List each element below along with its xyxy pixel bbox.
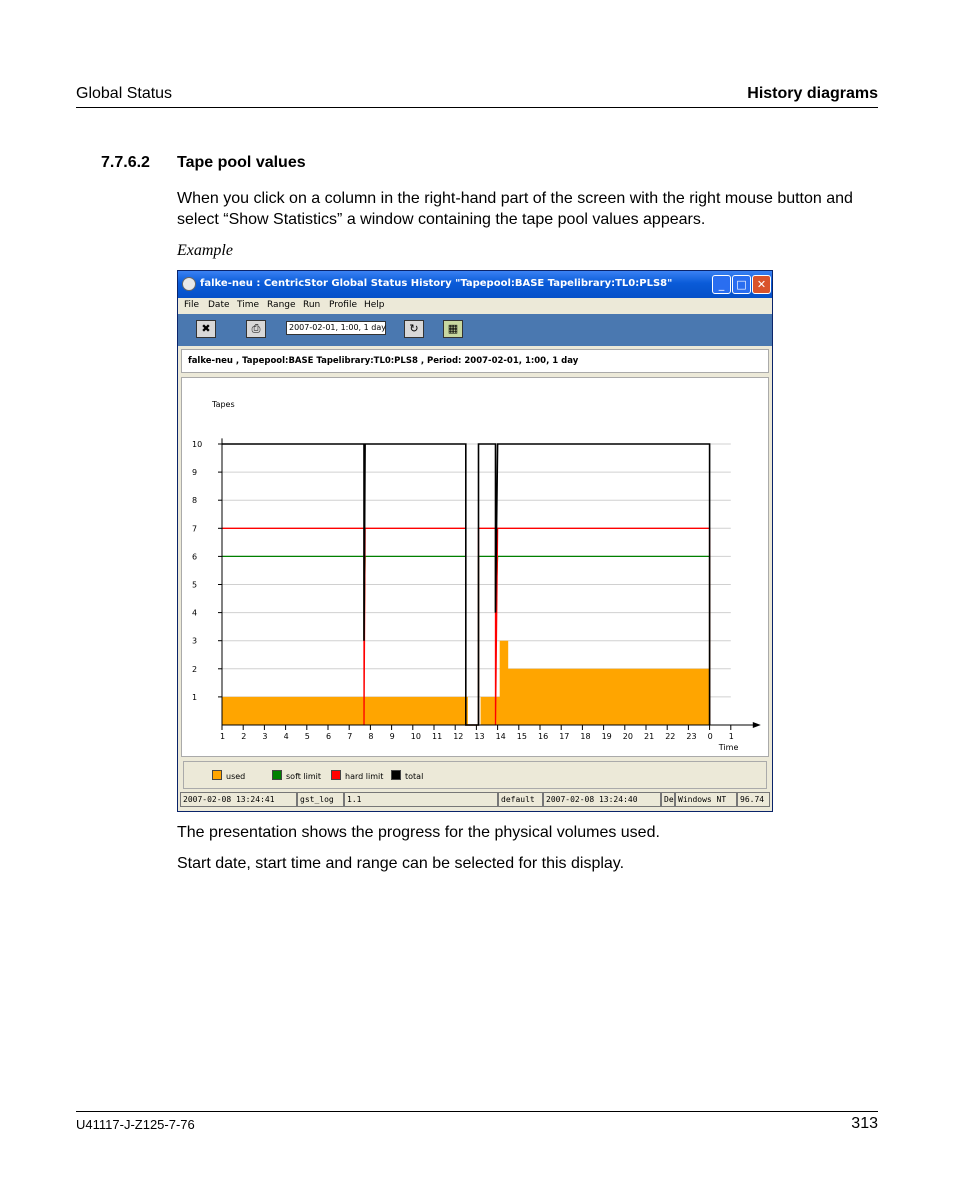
range-input[interactable]: 2007-02-01, 1:00, 1 day (286, 321, 386, 335)
status-time: 2007-02-08 13:24:41 (180, 792, 297, 807)
section-title: Tape pool values (177, 154, 306, 171)
y-tick-label: 9 (192, 468, 198, 478)
legend-swatch-soft-limit (272, 770, 282, 780)
status-lang: De (661, 792, 675, 807)
legend-label-total: total (405, 772, 424, 781)
y-tick-label: 4 (192, 608, 198, 618)
x-tick-label: 5 (304, 732, 310, 741)
x-tick-label: 1 (220, 732, 226, 741)
x-tick-label: 6 (326, 732, 332, 741)
chart-area[interactable] (181, 377, 769, 757)
legend-swatch-used (212, 770, 222, 780)
x-tick-label: 1 (728, 732, 734, 741)
header-section: History diagrams (747, 85, 878, 102)
y-tick-label: 1 (192, 692, 198, 702)
section-number: 7.7.6.2 (101, 154, 150, 171)
status-version: 1.1 (344, 792, 498, 807)
x-tick-label: 4 (283, 732, 289, 741)
intro-paragraph: When you click on a column in the right-hand part of the screen with the right mouse button and select “Show Statistics” a window containing the tape pool values appears. (177, 190, 853, 228)
x-tick-label: 9 (389, 732, 395, 741)
history-window (177, 270, 773, 812)
x-tick-label: 12 (453, 732, 464, 741)
close-button[interactable]: ✕ (752, 275, 771, 294)
statusbar (180, 792, 770, 810)
statistics-icon[interactable]: ▦ (443, 320, 463, 338)
menu-range[interactable]: Range (267, 300, 296, 310)
x-tick-label: 19 (601, 732, 612, 741)
header-rule (76, 107, 878, 108)
menu-date[interactable]: Date (208, 300, 230, 310)
status-profile: default (498, 792, 543, 807)
y-tick-label: 7 (192, 524, 198, 534)
x-tick-label: 3 (262, 732, 268, 741)
page-number: 313 (851, 1115, 878, 1132)
legend (183, 761, 767, 789)
menu-run[interactable]: Run (303, 300, 321, 310)
menubar (178, 298, 772, 314)
y-tick-label: 5 (192, 580, 198, 590)
menu-profile[interactable]: Profile (329, 300, 357, 310)
menu-help[interactable]: Help (364, 300, 385, 310)
app-icon[interactable] (182, 277, 196, 291)
x-tick-label: 13 (474, 732, 485, 741)
menu-time[interactable]: Time (237, 300, 260, 310)
legend-label-hard-limit: hard limit (345, 772, 384, 781)
menu-file[interactable]: File (184, 300, 200, 310)
body-paragraph-1: The presentation shows the progress for the physical volumes used. (177, 824, 660, 841)
refresh-icon[interactable]: ↻ (404, 320, 424, 338)
legend-total (391, 770, 423, 781)
status-time-2: 2007-02-08 13:24:40 (543, 792, 661, 807)
y-axis-label: Tapes (212, 400, 235, 409)
window-title: falke-neu : CentricStor Global Status History "Tapepool:BASE Tapelibrary:TL0:PLS8" (200, 278, 673, 289)
x-tick-label: 23 (686, 732, 697, 741)
y-tick-label: 2 (192, 664, 198, 674)
window-titlebar[interactable] (178, 271, 772, 298)
status-log: gst_log (297, 792, 344, 807)
x-tick-label: 11 (432, 732, 443, 741)
x-tick-label: 18 (580, 732, 591, 741)
x-tick-label: 17 (559, 732, 570, 741)
legend-hard-limit (331, 770, 383, 781)
header-chapter: Global Status (76, 85, 173, 102)
y-tick-label: 3 (192, 636, 198, 646)
legend-label-soft-limit: soft limit (286, 772, 322, 781)
toolbar (178, 314, 772, 346)
example-label: Example (177, 242, 233, 259)
x-tick-label: 10 (410, 732, 421, 741)
exit-icon[interactable]: ✖ (196, 320, 216, 338)
x-axis-arrow (753, 722, 761, 728)
x-tick-label: 22 (665, 732, 676, 741)
x-tick-label: 16 (538, 732, 549, 741)
period-info: falke-neu , Tapepool:BASE Tapelibrary:TL0:PLS8 , Period: 2007-02-01, 1:00, 1 day (181, 349, 769, 373)
legend-used (212, 770, 245, 781)
y-tick-label: 10 (192, 440, 203, 449)
maximize-button[interactable]: □ (732, 275, 751, 294)
x-tick-label: 0 (707, 732, 713, 741)
x-tick-label: 8 (368, 732, 374, 741)
print-icon[interactable]: ⎙ (246, 320, 266, 338)
footer-docid: U41117-J-Z125-7-76 (76, 1117, 195, 1132)
status-value: 96.74 (737, 792, 770, 807)
x-tick-label: 7 (347, 732, 353, 741)
legend-swatch-hard-limit (331, 770, 341, 780)
legend-label-used: used (226, 772, 246, 781)
x-tick-label: 2 (241, 732, 247, 741)
legend-soft-limit (272, 770, 321, 781)
minimize-button[interactable]: _ (712, 275, 731, 294)
body-paragraph-2: Start date, start time and range can be selected for this display. (177, 855, 625, 872)
x-tick-label: 15 (516, 732, 527, 741)
y-tick-label: 8 (192, 496, 198, 506)
footer-rule (76, 1111, 878, 1112)
x-tick-label: 21 (644, 732, 655, 741)
x-tick-label: 14 (495, 732, 506, 741)
status-os: Windows NT (675, 792, 737, 807)
legend-swatch-total (391, 770, 401, 780)
tape-pool-chart (182, 378, 768, 756)
y-tick-label: 6 (192, 552, 198, 562)
x-tick-label: 20 (622, 732, 633, 741)
x-axis-label: Time (718, 743, 739, 752)
